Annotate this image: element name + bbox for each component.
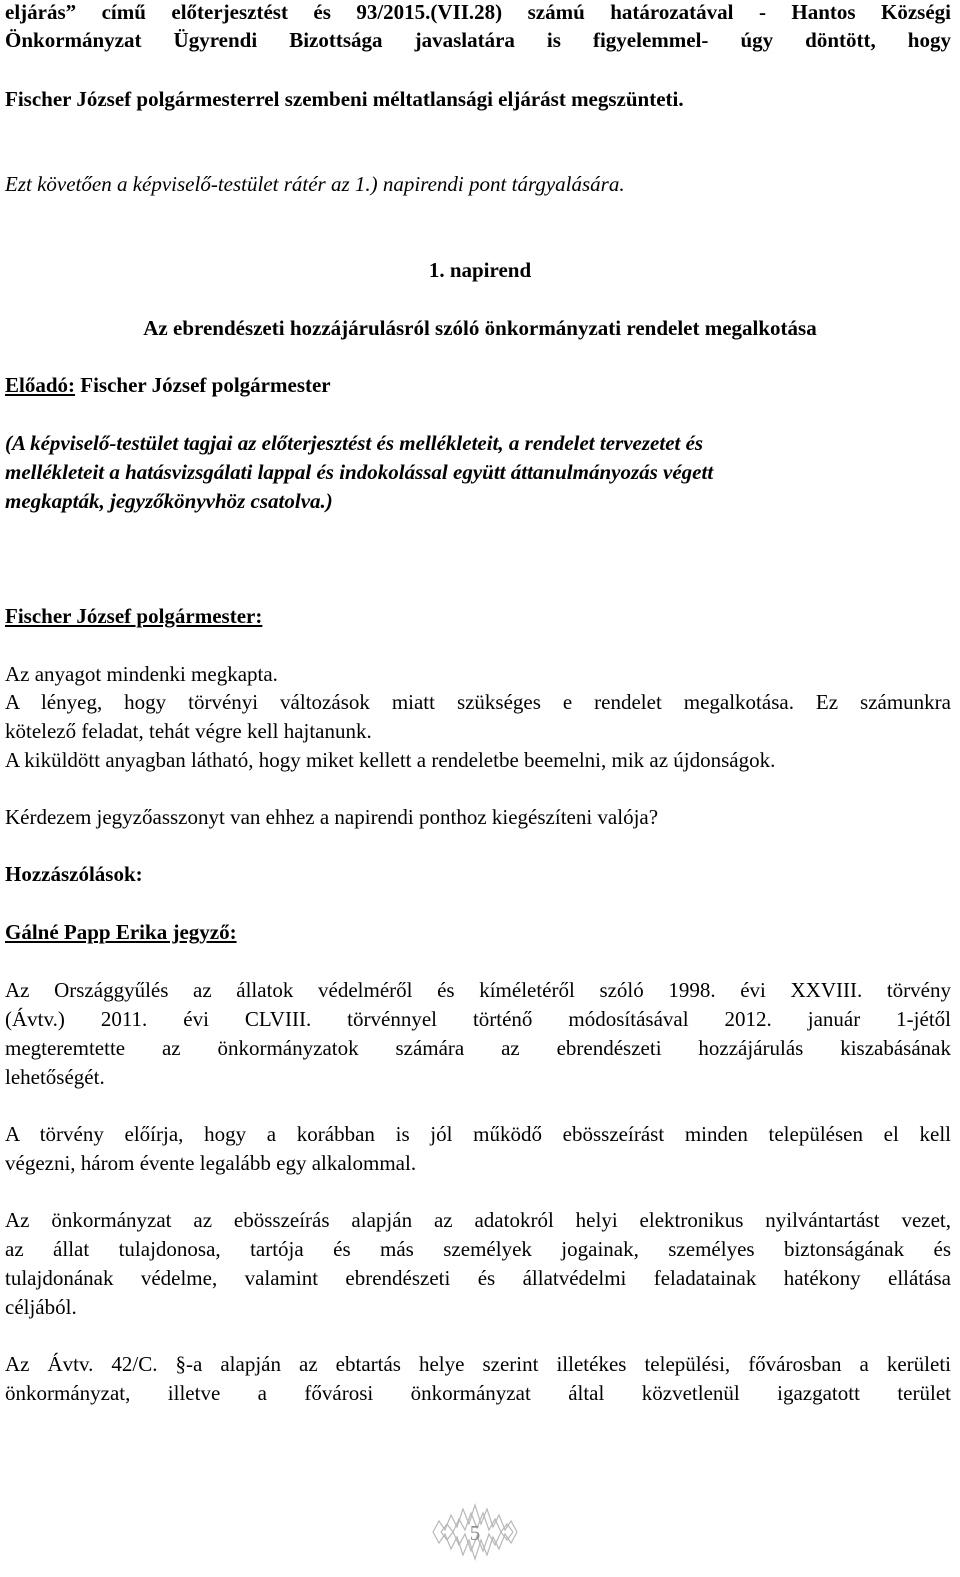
agenda-title: Az ebrendészeti hozzájárulásról szóló önkormányzati rendelet megalkotása — [143, 316, 817, 340]
notary-p1-line-4: lehetőségét. — [5, 1065, 105, 1089]
notary-p3-line-3: tulajdonának védelme, valamint ebrendészeti és állatvédelmi feladatainak hatékony ellátása — [5, 1266, 951, 1290]
notary-p1-line-2: (Ávtv.) 2011. évi CLVIII. törvénnyel történő módosításával 2012. január 1-jétől — [5, 1007, 951, 1031]
comments-heading: Hozzászólások: — [5, 862, 143, 886]
intro-line-3: Fischer József polgármesterrel szembeni méltatlansági eljárást megszünteti. — [5, 87, 684, 111]
agenda-heading: 1. napirend — [428, 258, 532, 282]
intro-line-1: eljárás” című előterjesztést és 93/2015.(VII.28) számú határozatával - Hantos Községi — [5, 0, 951, 24]
speaker-mayor-name: Fischer József polgármester: — [5, 604, 263, 628]
mayor-line-5: Kérdezem jegyzőasszonyt van ehhez a napirendi ponthoz kiegészíteni valója? — [5, 805, 659, 829]
page-number-badge — [425, 1497, 531, 1567]
note-line-2: mellékleteit a hatásvizsgálati lappal és indokolással együtt áttanulmányozás végett — [5, 460, 714, 484]
notary-p3-line-2: az állat tulajdonosa, tartója és más személyek jogainak, személyes biztonságának és — [5, 1237, 951, 1261]
notary-p1-line-1: Az Országgyűlés az állatok védelméről és kíméletéről szóló 1998. évi XXVIII. törvény — [5, 978, 951, 1002]
notary-p3-line-4: céljából. — [5, 1295, 77, 1319]
mayor-line-4: A kiküldött anyagban látható, hogy miket kellett a rendeletbe beemelni, mik az újdonságok. — [5, 748, 776, 772]
mayor-line-1: Az anyagot mindenki megkapta. — [5, 662, 278, 686]
note-line-1: (A képviselő-testület tagjai az előterjesztést és mellékleteit, a rendelet tervezetet és — [5, 431, 704, 455]
mayor-line-3: kötelező feladat, tehát végre kell hajtanunk. — [5, 719, 372, 743]
notary-p4-line-1: Az Ávtv. 42/C. §-a alapján az ebtartás helye szerint illetékes települési, fővárosban a kerületi — [5, 1352, 951, 1376]
mayor-line-2: A lényeg, hogy törvényi változások miatt szükséges e rendelet megalkotása. Ez számunkra — [5, 690, 951, 714]
notary-p3-line-1: Az önkormányzat az ebösszeírás alapján az adatokról helyi elektronikus nyilvántartást vezet, — [5, 1208, 951, 1232]
presenter-name: Fischer József polgármester — [75, 373, 331, 397]
presenter-label: Előadó: — [5, 373, 76, 397]
note-line-3: megkapták, jegyzőkönyvhöz csatolva.) — [5, 489, 333, 513]
notary-p2-line-1: A törvény előírja, hogy a korábban is jól működő ebösszeírást minden településen el kell — [5, 1122, 951, 1146]
intro-line-2: Önkormányzat Ügyrendi Bizottsága javaslatára is figyelemmel- úgy döntött, hogy — [5, 28, 951, 52]
notary-p1-line-3: megteremtette az önkormányzatok számára az ebrendészeti hozzájárulás kiszabásának — [5, 1036, 951, 1060]
page-number: 5 — [469, 1521, 481, 1545]
speaker-notary-name: Gálné Papp Erika jegyző: — [5, 920, 237, 944]
notary-p2-line-2: végezni, három évente legalább egy alkalommal. — [5, 1151, 417, 1175]
transition-text: Ezt követően a képviselő-testület rátér az 1.) napirendi pont tárgyalására. — [5, 172, 625, 196]
presenter-line — [5, 372, 331, 398]
notary-p4-line-2: önkormányzat, illetve a fővárosi önkormányzat által közvetlenül igazgatott terület — [5, 1381, 951, 1405]
